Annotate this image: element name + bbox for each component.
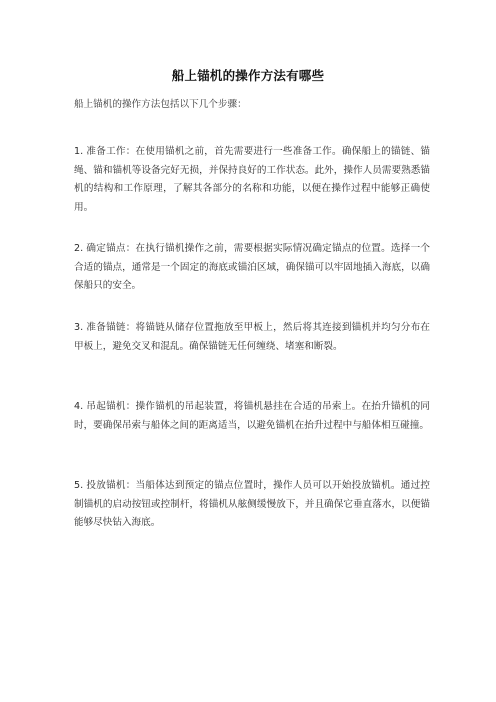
intro-paragraph: 船上锚机的操作方法包括以下几个步骤： xyxy=(74,99,247,110)
step-paragraph: 4. 吊起锚机：操作锚机的吊起装置，将锚机悬挂在合适的吊索上。在抬升锚机的同时，要确保吊索与船体之间的距离适当，以避免锚机在抬升过程中与船体相互碰撞。 xyxy=(74,401,430,431)
step-paragraph: 2. 确定锚点：在执行锚机操作之前，需要根据实际情况确定锚点的位置。选择一个合适的锚点，通常是一个固定的海底或锚泊区域，确保锚可以牢固地插入海底，以确保船只的安全。 xyxy=(74,243,430,292)
step-paragraph: 5. 投放锚机：当船体达到预定的锚点位置时，操作人员可以开始投放锚机。通过控制锚机的启动按钮或控制杆，将锚机从舷侧缓慢放下，并且确保它垂直落水，以便锚能够尽快钻入海底。 xyxy=(74,480,430,529)
step-paragraph: 3. 准备锚链：将锚链从储存位置拖放至甲板上，然后将其连接到锚机并均匀分布在甲板上，避免交叉和混乱。确保锚链无任何缠绕、堵塞和断裂。 xyxy=(74,322,430,352)
step-paragraph: 1. 准备工作：在使用锚机之前，首先需要进行一些准备工作。确保船上的锚链、锚绳、锚和锚机等设备完好无损，并保持良好的工作状态。此外，操作人员需要熟悉锚机的结构和工作原理，了解其各部分的名称和功能，以便在操作过程中能够正确使用。 xyxy=(74,146,430,213)
document-title: 船上锚机的操作方法有哪些 xyxy=(171,68,325,83)
